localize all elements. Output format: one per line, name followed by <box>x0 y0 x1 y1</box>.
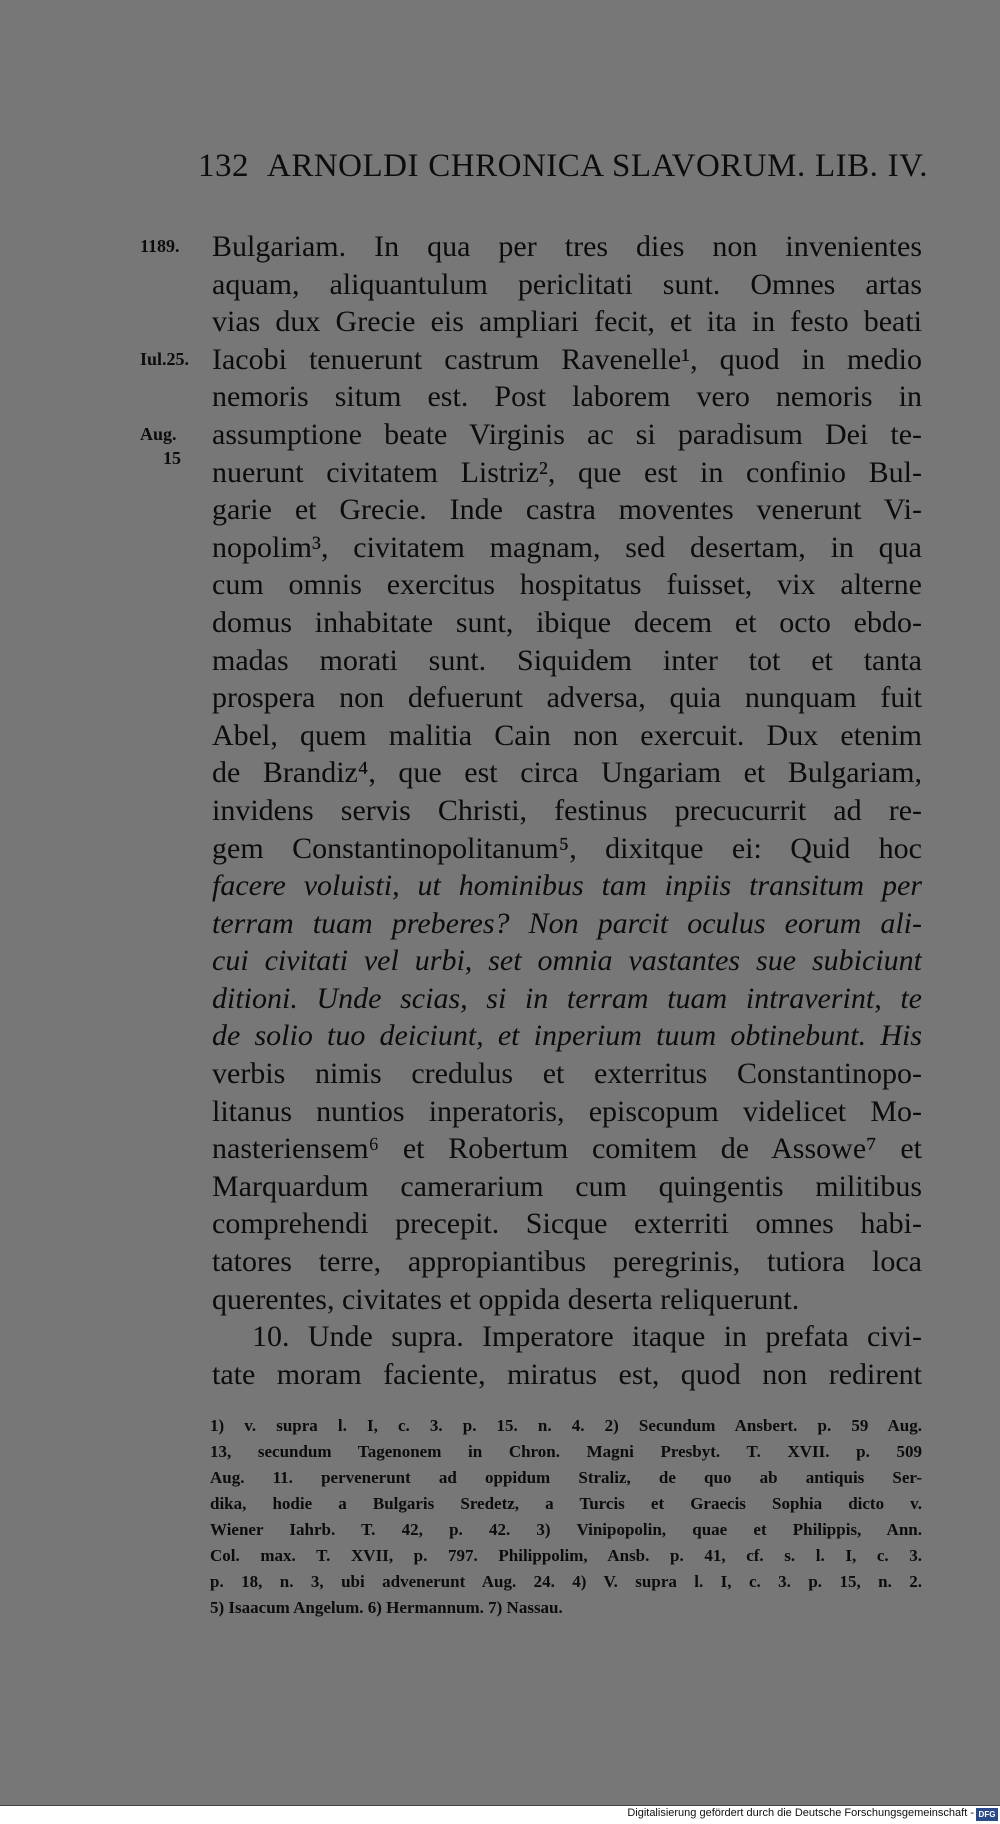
footnote-line: 13, secundum Tagenonem in Chron. Magni Presbyt. T. XVII. p. 509 <box>210 1442 922 1461</box>
text-line: verbis nimis credulus et exterritus Constantinopo- <box>212 1057 922 1091</box>
text-line: tate moram faciente, miratus est, quod non redirent <box>212 1357 922 1391</box>
margin-date-aug: Aug. <box>140 424 177 444</box>
text-line-italic: ditioni. Unde scias, si in terram tuam intraverint, te <box>212 981 922 1015</box>
text-line-italic: terram tuam preberes? Non parcit oculus eorum ali- <box>212 906 922 940</box>
text-line-italic: facere voluisti, ut hominibus tam inpiis transitum per <box>212 869 922 903</box>
footnote-line: p. 18, n. 3, ubi advenerunt Aug. 24. 4) V. supra l. I, c. 3. p. 15, n. 2. <box>210 1572 922 1591</box>
running-title: ARNOLDI CHRONICA SLAVORUM. LIB. IV. <box>267 148 928 184</box>
text-line: cum omnis exercitus hospitatus fuisset, vix alterne <box>212 568 922 602</box>
text-line: nuerunt civitatem Listriz², que est in confinio Bul- <box>212 455 922 489</box>
text-line: garie et Grecie. Inde castra moventes venerunt Vi- <box>212 493 922 527</box>
text-line: de Brandiz⁴, que est circa Ungariam et Bulgariam, <box>212 756 922 790</box>
footnote-line: dika, hodie a Bulgaris Sredetz, a Turcis et Graecis Sophia dicto v. <box>210 1494 922 1513</box>
text-line: invidens servis Christi, festinus precucurrit ad re- <box>212 793 922 827</box>
margin-date-day: 15 <box>163 448 181 468</box>
main-text <box>212 228 922 1393</box>
digitization-footer <box>0 1805 1000 1824</box>
text-line: litanus nuntios inperatoris, episcopum videlicet Mo- <box>212 1094 922 1128</box>
text-line: tatores terre, appropiantibus peregrinis, tutiora loca <box>212 1245 922 1279</box>
text-line: aquam, aliquantulum periclitati sunt. Omnes artas <box>212 267 922 301</box>
digitization-credit: Digitalisierung gefördert durch die Deutsche Forschungsgemeinschaft - <box>627 1807 974 1819</box>
text-line: nemoris situm est. Post laborem vero nemoris in <box>212 380 922 414</box>
text-line: nopolim³, civitatem magnam, sed desertam, in qua <box>212 530 922 564</box>
dfg-logo: DFG <box>976 1808 998 1821</box>
footnote-line: Wiener Iahrb. T. 42, p. 42. 3) Vinipopolin, quae et Philippis, Ann. <box>210 1520 922 1539</box>
page-number: 132 <box>198 148 249 184</box>
text-line: Iacobi tenuerunt castrum Ravenelle¹, quod in medio <box>212 342 922 376</box>
text-line: vias dux Grecie eis ampliari fecit, et ita in festo beati <box>212 305 922 339</box>
text-line: Bulgariam. In qua per tres dies non invenientes <box>212 230 922 263</box>
text-line: nasteriensem⁶ et Robertum comitem de Assowe⁷ et <box>212 1132 922 1166</box>
margin-date-iul: Iul.25. <box>140 349 190 369</box>
text-line: gem Constantinopolitanum⁵, dixitque ei: Quid hoc <box>212 831 922 865</box>
text-line: domus inhabitate sunt, ibique decem et octo ebdo- <box>212 605 922 639</box>
text-line: Marquardum camerarium cum quingentis militibus <box>212 1169 922 1203</box>
text-line-italic: de solio tuo deiciunt, et inperium tuum obtinebunt. His <box>212 1019 922 1053</box>
text-line: prospera non defuerunt adversa, quia nunquam fuit <box>212 681 922 715</box>
footnote-line: 5) Isaacum Angelum. 6) Hermannum. 7) Nassau. <box>210 1598 563 1617</box>
text-line-italic: cui civitati vel urbi, set omnia vastantes sue subiciunt <box>212 944 922 978</box>
text-line: querentes, civitates et oppida deserta reliquerunt. <box>212 1282 800 1316</box>
text-line: madas morati sunt. Siquidem inter tot et tanta <box>212 643 922 677</box>
running-head <box>198 148 928 185</box>
margin-year: 1189. <box>140 236 180 256</box>
text-line: comprehendi precepit. Sicque exterriti omnes habi- <box>212 1207 922 1241</box>
footnote-line: Col. max. T. XVII, p. 797. Philippolim, Ansb. p. 41, cf. s. l. I, c. 3. <box>210 1546 922 1565</box>
footnote-line: 1) v. supra l. I, c. 3. p. 15. n. 4. 2) Secundum Ansbert. p. 59 Aug. <box>210 1416 922 1435</box>
chapter-start-line: 10. Unde supra. Imperatore itaque in prefata civi- <box>252 1320 922 1354</box>
footnotes <box>210 1413 922 1621</box>
footnote-line: Aug. 11. pervenerunt ad oppidum Straliz, de quo ab antiquis Ser- <box>210 1468 922 1487</box>
text-line: assumptione beate Virginis ac si paradisum Dei te- <box>212 417 922 451</box>
text-line: Abel, quem malitia Cain non exercuit. Dux etenim <box>212 718 922 752</box>
